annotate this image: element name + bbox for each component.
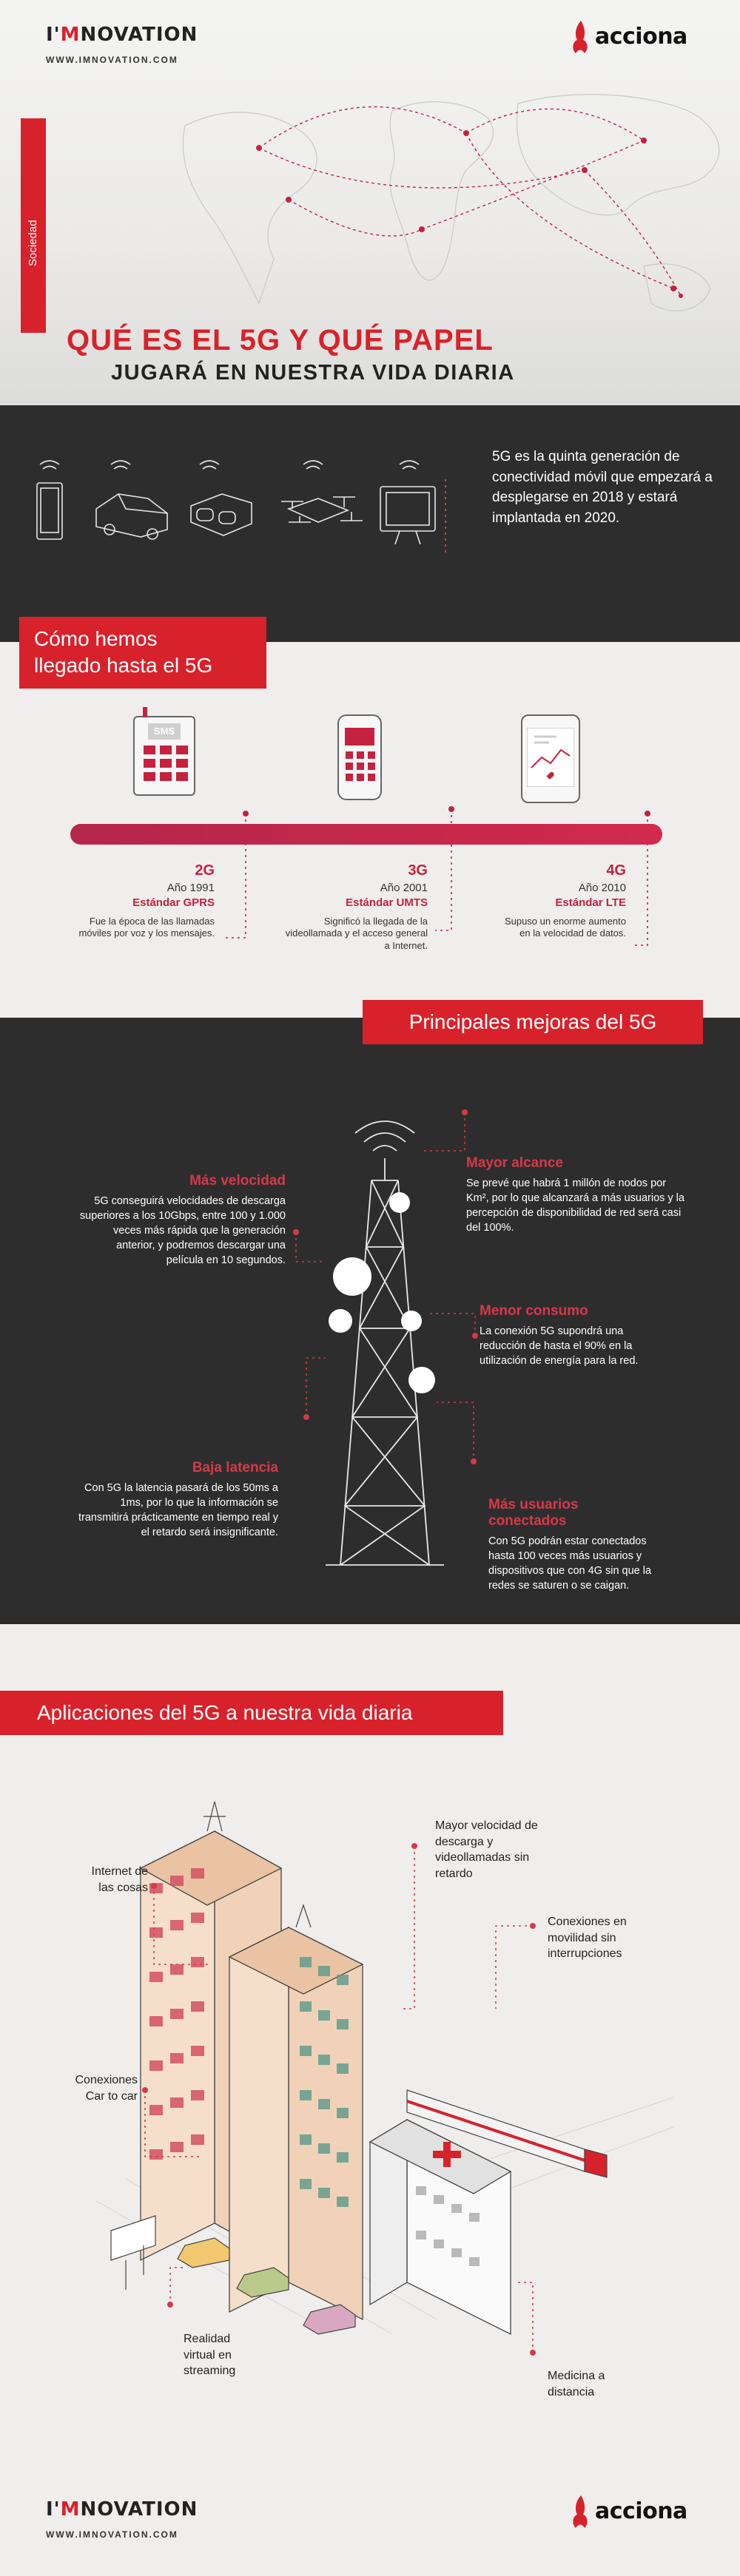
footer-acciona-logo[interactable]: acciona xyxy=(570,2491,718,2535)
gen-4g: 4G Año 2010 Estándar LTE Supuso un enorme aumento en la velocidad de datos. xyxy=(504,862,626,939)
applications-heading: Aplicaciones del 5G a nuestra vida diaria xyxy=(0,1691,503,1735)
timeline-bar xyxy=(70,824,662,845)
app-iot: Internet de las cosas xyxy=(91,1865,148,1894)
acciona-logo[interactable]: acciona xyxy=(570,16,718,61)
improvements-section xyxy=(0,1010,740,1624)
imnovation-logo[interactable]: I'MNOVATION xyxy=(46,24,198,46)
applications-section xyxy=(0,1624,740,2452)
app-fast-download: Mayor velocidad de descarga y videollamadas sin retardo xyxy=(435,1819,538,1880)
app-mobility: Conexiones en movilidad sin interrupciones xyxy=(548,1916,627,1961)
improvement-consumption: Menor consumo La conexión 5G supondrá una reducción de hasta el 90% en la utilización de energía para la red. xyxy=(480,1303,639,1367)
site-url[interactable]: WWW.IMNOVATION.COM xyxy=(46,55,178,65)
category-label: Sociedad xyxy=(27,220,39,266)
improvement-users: Más usuarios conectados Con 5G podrán estar conectados hasta 100 veces más usuarios y dispositivos que con 4G sin que la redes se saturen o se caigan. xyxy=(488,1497,652,1592)
vr-headset-icon xyxy=(191,461,252,535)
improvement-range: Mayor alcance Se prevé que habrá 1 millón de nodos por Km², por lo que alcanzará a más usuarios y la percepción de disponibilidad de red será casi del 100%. xyxy=(466,1155,684,1234)
improvement-speed: Más velocidad 5G conseguirá velocidades de descarga superiores a los 10Gbps, entre 100 y 1.000 veces más rápida que la generación anterior, y podremos descargar una película en 10 segundos. xyxy=(79,1173,286,1266)
monitor-icon xyxy=(380,461,435,544)
app-telemedicine: Medicina a distancia xyxy=(548,2370,605,2398)
intro-section xyxy=(0,405,740,642)
app-vr-streaming: Realidad virtual en streaming xyxy=(184,2333,236,2378)
page-title: QUÉ ES EL 5G Y QUÉ PAPEL xyxy=(67,324,494,356)
drone-icon xyxy=(281,461,363,522)
header-section xyxy=(0,0,740,405)
intro-text: 5G es la quinta generación de conectividad móvil que empezará a desplegarse en 2018 y estará implantada en 2020. xyxy=(492,449,713,526)
history-section xyxy=(0,627,740,1018)
footer-section xyxy=(0,2452,740,2576)
improvement-latency: Baja latencia Con 5G la latencia pasará de los 50ms a 1ms, por lo que la información se transmitirá prácticamente en tiempo real y el retardo será insignificante. xyxy=(78,1460,278,1538)
app-car-to-car: Conexiones Car to car xyxy=(75,2074,138,2103)
acciona-mark-icon xyxy=(570,19,592,56)
tablet-icon xyxy=(37,461,62,539)
application-connectors xyxy=(0,1624,740,2452)
2g-phone-icon: SMS xyxy=(133,716,195,796)
gen-2g: 2G Año 1991 Estándar GPRS Fue la época de las llamadas móviles por voz y los mensajes. xyxy=(78,862,215,939)
acciona-mark-icon xyxy=(570,2494,592,2531)
gen-3g: 3G Año 2001 Estándar UMTS Significó la llegada de la videollamada y el acceso general a Internet. xyxy=(285,862,428,952)
footer-imnovation-logo[interactable]: I'MNOVATION xyxy=(46,2498,198,2521)
antenna-icon xyxy=(143,707,147,717)
category-tab[interactable] xyxy=(21,118,46,333)
history-heading: Cómo hemos llegado hasta el 5G xyxy=(19,617,266,689)
improvements-heading: Principales mejoras del 5G xyxy=(363,1000,703,1044)
page-subtitle: JUGARÁ EN NUESTRA VIDA DIARIA xyxy=(111,361,515,385)
footer-site-url[interactable]: WWW.IMNOVATION.COM xyxy=(46,2529,178,2540)
car-icon xyxy=(96,461,167,539)
devices-illustration xyxy=(30,450,451,583)
